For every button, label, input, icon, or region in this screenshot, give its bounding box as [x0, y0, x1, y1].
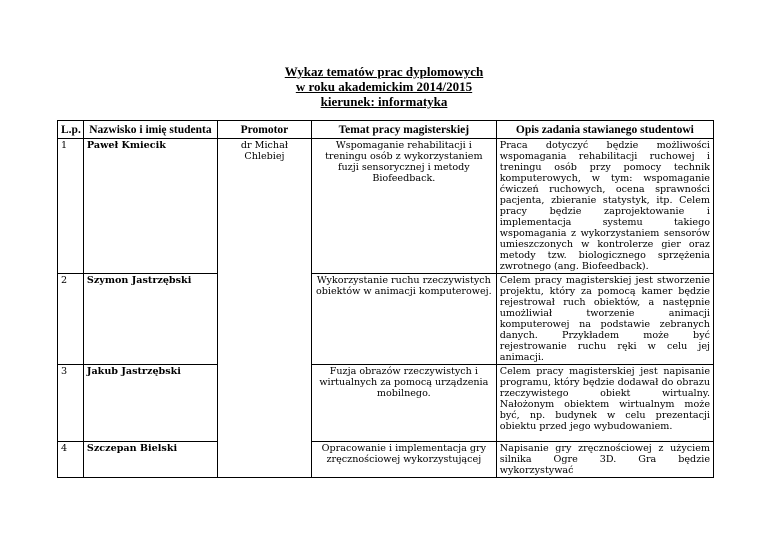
row-student-name: Szczepan Bielski	[83, 442, 217, 478]
row-student-name: Paweł Kmiecik	[83, 139, 217, 274]
row-promotor-empty	[217, 365, 311, 442]
table-row	[58, 442, 714, 478]
row-description: Napisanie gry zręcznościowej z użyciem silnika Ogre 3D. Gra będzie wykorzystywać	[496, 442, 713, 478]
row-lp: 3	[58, 365, 84, 442]
table-header-row	[58, 121, 714, 139]
row-description: Celem pracy magisterskiej jest napisanie programu, który będzie dodawał do obrazu rzeczywistego obiekt wirtualny. Nałożonym obiektem wirtualnym może być, np. budynek w celu prezentacji obiektu przed jego wybudowaniem.	[496, 365, 713, 442]
heading-line-3: kierunek: informatyka	[320, 94, 448, 109]
row-topic: Wykorzystanie ruchu rzeczywistych obiektów w animacji komputerowej.	[311, 274, 496, 365]
row-promotor-empty	[217, 442, 311, 478]
table-row	[58, 139, 714, 274]
row-description: Praca dotyczyć będzie możliwości wspomagania rehabilitacji ruchowej i treningu osób przy pomocy technik komputerowych, w tym: wspomaganie ćwiczeń ruchowych, ocena sprawności pacjenta, zbieranie statystyk, itp. Celem pracy będzie zaprojektowanie i implementacja systemu takiego wspomagania z wykorzystaniem sensorów umieszczonych w kontrolerze gier oraz metody tzw. biologicznego sprzężenia zwrotnego (ang. Biofeedback).	[496, 139, 713, 274]
header-name: Nazwisko i imię studenta	[83, 121, 217, 139]
header-promotor: Promotor	[217, 121, 311, 139]
theses-table	[57, 120, 714, 478]
heading-line-2: w roku akademickim 2014/2015	[295, 79, 473, 94]
document-heading	[0, 64, 768, 109]
row-student-name: Szymon Jastrzębski	[83, 274, 217, 365]
row-topic: Opracowanie i implementacja gry zręcznościowej wykorzystującej	[311, 442, 496, 478]
table-row	[58, 274, 714, 365]
row-topic: Wspomaganie rehabilitacji i treningu osób z wykorzystaniem fuzji sensorycznej i metody Biofeedback.	[311, 139, 496, 274]
table-row	[58, 365, 714, 442]
row-lp: 4	[58, 442, 84, 478]
heading-line-1: Wykaz tematów prac dyplomowych	[284, 64, 484, 79]
row-lp: 2	[58, 274, 84, 365]
row-student-name: Jakub Jastrzębski	[83, 365, 217, 442]
row-description: Celem pracy magisterskiej jest stworzenie projektu, który za pomocą kamer będzie rejestrował ruch obiektów, a następnie umożliwiał tworzenie animacji komputerowej na podstawie zebranych danych. Przykładem może być rejestrowanie ruchu ręki w celu jej animacji.	[496, 274, 713, 365]
row-promotor: dr Michał Chlebiej	[217, 139, 311, 274]
header-topic: Temat pracy magisterskiej	[311, 121, 496, 139]
header-lp: L.p.	[58, 121, 84, 139]
row-topic: Fuzja obrazów rzeczywistych i wirtualnych za pomocą urządzenia mobilnego.	[311, 365, 496, 442]
row-promotor-empty	[217, 274, 311, 365]
header-description: Opis zadania stawianego studentowi	[496, 121, 713, 139]
row-lp: 1	[58, 139, 84, 274]
